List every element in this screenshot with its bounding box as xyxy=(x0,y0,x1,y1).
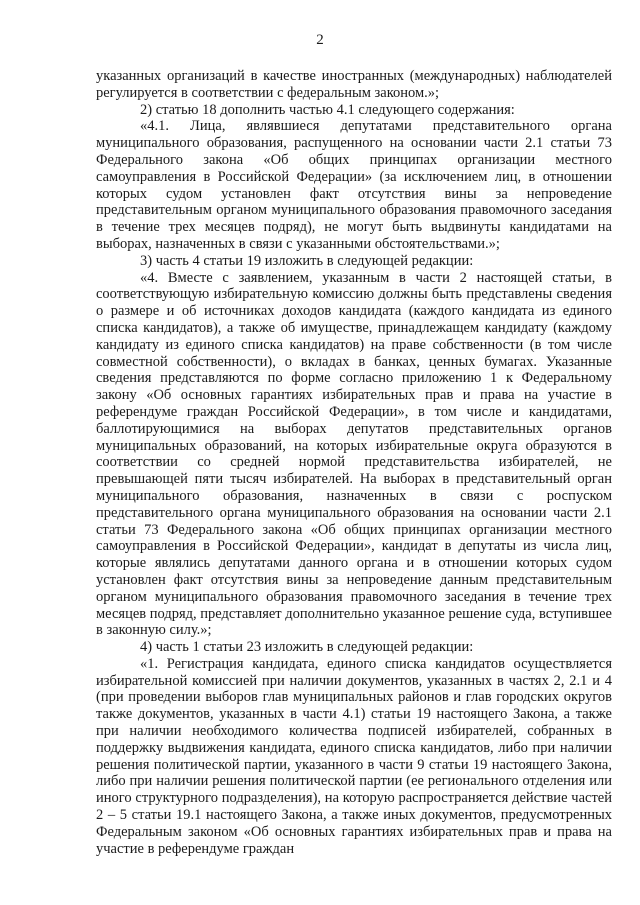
document-body xyxy=(96,68,612,857)
page-number: 2 xyxy=(316,32,324,48)
paragraph-clause-4: «4. Вместе с заявлением, указанным в части 2 настоящей статьи, в соответствующую избирательную комиссию должны быть представлены сведения о размере и об источниках доходов кандидата (каждого кандидата из единого списка кандидатов), а также об имуществе, принадлежащем кандидату (каждому кандидату из единого списка кандидатов) на праве собственности (в том числе совместной собственности), о вкладах в банках, ценных бумагах. Указанные сведения представляются по форме согласно приложению 1 к Федеральному закону «Об основных гарантиях избирательных прав и права на участие в референдуме граждан Российской Федерации», в том числе и кандидатами, баллотирующимися на выборах депутатов представительных органов муниципальных образований, на которых избирательные округа образуются в соответствии со средней нормой представительства избирателей, не превышающей пяти тысяч избирателей. На выборах в представительный орган муниципального образования, назначенных в связи с роспуском представительного органа муниципального образования на основании части 2.1 статьи 73 Федерального закона «Об общих принципах организации местного самоуправления в Российской Федерации», кандидат в депутаты из числа лиц, которые являлись депутатами данного органа и в отношении которых судом установлен факт отсутствия вины за непроведение данным представительным органом муниципального образования правомочного заседания в течение трех месяцев подряд, представляет дополнительно указанное решение суда, вступившее в законную силу.»; xyxy=(96,269,612,639)
paragraph-item-2: 2) статью 18 дополнить частью 4.1 следующего содержания: xyxy=(140,101,515,118)
paragraph-item-4: 4) часть 1 статьи 23 изложить в следующей редакции: xyxy=(140,639,474,656)
paragraph-clause-4-1: «4.1. Лица, являвшиеся депутатами представительного органа муниципального образования, распущенного на основании части 2.1 статьи 73 Федерального закона «Об общих принципах организации местного самоуправления в Российской Федерации» (за исключением лиц, в отношении которых судом установлен факт отсутствия вины за непроведение представительным органом муниципального образования правомочного заседания в течение трех месяцев подряд), не могут быть выдвинуты кандидатами на выборах, назначенных в связи с указанными обстоятельствами.»; xyxy=(96,118,612,252)
paragraph-clause-1: «1. Регистрация кандидата, единого списка кандидатов осуществляется избирательной комиссией при наличии документов, указанных в частях 2, 2.1 и 4 (при проведении выборов глав муниципальных районов и глав городских округов также документов, указанных в части 4.1) статьи 19 настоящего Закона, а также при наличии необходимого количества подписей избирателей, собранных в поддержку выдвижения кандидата, единого списка кандидатов, либо при наличии решения политической партии, указанного в части 9 статьи 19 настоящего Закона, либо при наличии решения политической партии (ее регионального отделения или иного структурного подразделения), на которую распространяется действие частей 2 – 5 статьи 19.1 настоящего Закона, а также иных документов, предусмотренных Федеральным законом «Об основных гарантиях избирательных прав и права на участие в референдуме граждан xyxy=(96,655,612,857)
paragraph-item-3: 3) часть 4 статьи 19 изложить в следующей редакции: xyxy=(140,252,474,269)
paragraph-continuation: указанных организаций в качестве иностранных (международных) наблюдателей регулируется в соответствии с федеральным законом.»; xyxy=(96,68,612,101)
